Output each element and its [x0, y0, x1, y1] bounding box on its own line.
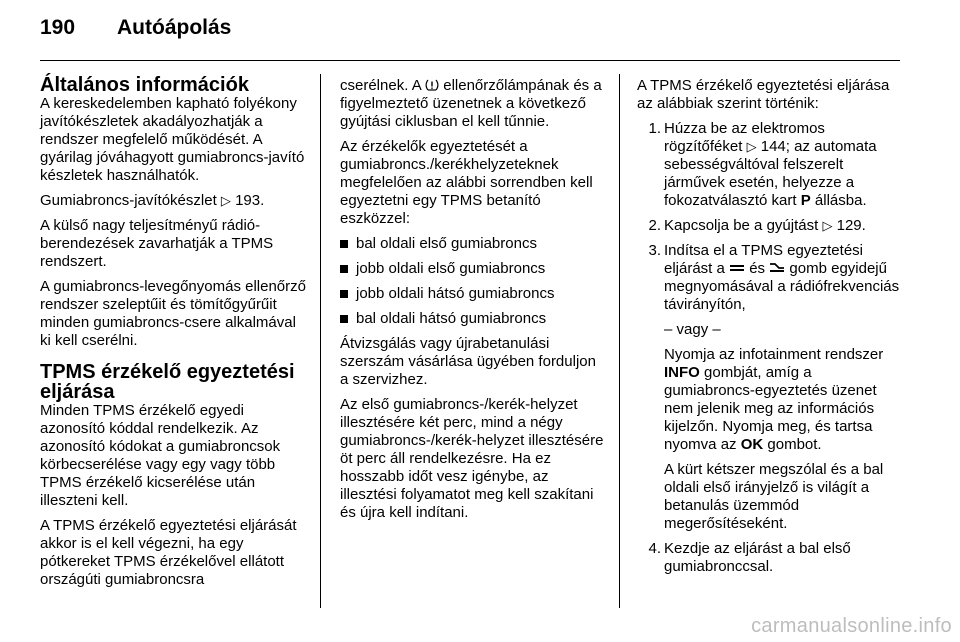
paragraph: A külső nagy teljesítményű rádió-berendezések zavarhatják a TPMS rendszert.: [40, 217, 274, 270]
text-segment: Húzza be az elektromos rögzítőféket: [664, 120, 825, 155]
section-heading-general: Általános információk: [40, 74, 249, 96]
text-segment: gomb egyidejű megnyomásával a rádiófrekvenciás távirányítón,: [664, 260, 900, 313]
list-item: [340, 260, 608, 278]
step-item: [637, 120, 905, 210]
step-alternative-separator: – vagy –: [664, 321, 721, 338]
heading-line: eljárása: [40, 381, 115, 403]
bullet-square-icon: [340, 240, 348, 248]
column-3: [637, 77, 905, 583]
step-body: [664, 120, 905, 210]
text-segment: állásba.: [814, 192, 867, 209]
lock-button-icon: [729, 262, 745, 274]
step-body: [664, 242, 905, 314]
tpms-warning-lamp-icon: [425, 78, 439, 92]
bullet-square-icon: [340, 290, 348, 298]
paragraph: Az érzékelők egyeztetését a gumiabroncs./kerékhelyzeteknek megfelelően az alábbi sorrendben kell egyeztetni egy TPMS betanító eszközzel:: [340, 138, 593, 227]
ok-button-label: OK: [740, 436, 764, 453]
page-number: 190: [40, 16, 76, 39]
paragraph: Az első gumiabroncs-/kerék-helyzet illesztésére két perc, mind a négy gumiabroncs-/kerék-helyzet illesztésére öt perc áll rendelkezésre. Ha ez hosszabb időt vesz igénybe, az illesztési folyamatot meg kell szakítani és újra kell indítani.: [340, 396, 604, 521]
paragraph: A TPMS érzékelő egyeztetési eljárását akkor is el kell végezni, ha egy pótkereket TPMS érzékelővel ellátott országúti gumiabroncsra: [40, 517, 297, 588]
step-item: [637, 540, 905, 576]
text-segment: ellenőrzőlámpának és a figyelmeztető üzenetnek a következő gyújtási ciklusban el kell tűnnie.: [340, 77, 602, 130]
page-title: Autóápolás: [117, 16, 232, 39]
column-divider: [320, 74, 321, 608]
list-item: [340, 235, 608, 253]
bullet-square-icon: [340, 315, 348, 323]
page-reference-arrow-icon: ▷: [822, 218, 833, 233]
reference-text: Gumiabroncs-javítókészlet: [40, 192, 217, 209]
list-item: [340, 310, 608, 328]
step-note: A kürt kétszer megszólal és a bal oldali első irányjelző is világít a betanulás üzemmód megerősítéseként.: [664, 461, 884, 532]
text-segment: cserélnek. A: [340, 77, 421, 94]
section-heading-tpms: [40, 362, 308, 402]
step-number: 1.: [648, 120, 661, 137]
heading-line: TPMS érzékelő egyeztetési: [40, 361, 295, 383]
paragraph: A kereskedelemben kapható folyékony javítókészletek akadályozhatják a rendszer megfelelő működését. A gyárilag jóváhagyott gumiabroncs-javító készletek használhatók.: [40, 95, 305, 184]
step-item: [637, 242, 905, 314]
steps-list: [637, 120, 905, 576]
header-divider: [40, 60, 900, 61]
step-item: [637, 217, 905, 235]
list-item-text: jobb oldali hátsó gumiabroncs: [356, 285, 555, 302]
text-segment: és: [749, 260, 766, 277]
watermark: carmanualsonline.info: [751, 615, 952, 637]
text-segment: gombot.: [767, 436, 822, 453]
paragraph-intro: A TPMS érzékelő egyeztetési eljárása az alábbiak szerint történik:: [637, 77, 890, 112]
paragraph: A gumiabroncs-levegőnyomás ellenőrző rendszer szeleptűit és tömítőgyűrűit minden gumiabroncs-csere alkalmával ki kell cserélni.: [40, 278, 306, 349]
text-segment: gombját, amíg a gumiabroncs-egyeztetés üzenet nem jelenik meg az információs kijelzőn. Nyomja meg, és tartsa nyomva az: [664, 364, 877, 453]
info-button-label: INFO: [664, 364, 700, 381]
list-item-text: bal oldali első gumiabroncs: [356, 235, 537, 252]
paragraph: Átvizsgálás vagy újrabetanulási szerszám vásárlása ügyében forduljon a szervizhez.: [340, 335, 596, 388]
text-segment: Indítsa el a TPMS egyeztetési eljárást a: [664, 242, 863, 277]
step-number: 2.: [648, 217, 661, 234]
bullet-square-icon: [340, 265, 348, 273]
page-reference-arrow-icon: ▷: [220, 193, 231, 208]
list-item-text: bal oldali hátsó gumiabroncs: [356, 310, 547, 327]
page-reference-arrow-icon: ▷: [746, 139, 757, 154]
unlock-button-icon: [769, 262, 785, 274]
paragraph: [340, 77, 608, 131]
column-1: [40, 75, 308, 589]
reference-page: 193.: [235, 192, 265, 209]
paragraph-reference: [40, 192, 308, 210]
list-item: [340, 285, 608, 303]
column-divider: [619, 74, 620, 608]
column-2: [340, 77, 608, 529]
list-item-text: jobb oldali első gumiabroncs: [356, 260, 546, 277]
step-body: Kezdje az eljárást a bal első gumiabronccsal.: [664, 540, 851, 575]
paragraph: Minden TPMS érzékelő egyedi azonosító kóddal rendelkezik. Az azonosító kódokat a gumiabroncsok körbecserélése vagy egy vagy több TPMS érzékelő kicserélése után illeszteni kell.: [40, 402, 281, 509]
text-segment: 129.: [836, 217, 866, 234]
gear-position-label: P: [800, 192, 811, 209]
step-number: 4.: [648, 540, 661, 557]
text-segment: Kapcsolja be a gyújtást: [664, 217, 819, 234]
step-body: [664, 217, 905, 235]
step-alternative: [664, 346, 905, 454]
text-segment: Nyomja az infotainment rendszer: [664, 346, 884, 363]
step-number: 3.: [648, 242, 661, 259]
text-segment: 144; az automata sebességváltóval felszerelt járművek esetén, helyezze a fokozatválasztó kart: [664, 138, 877, 209]
